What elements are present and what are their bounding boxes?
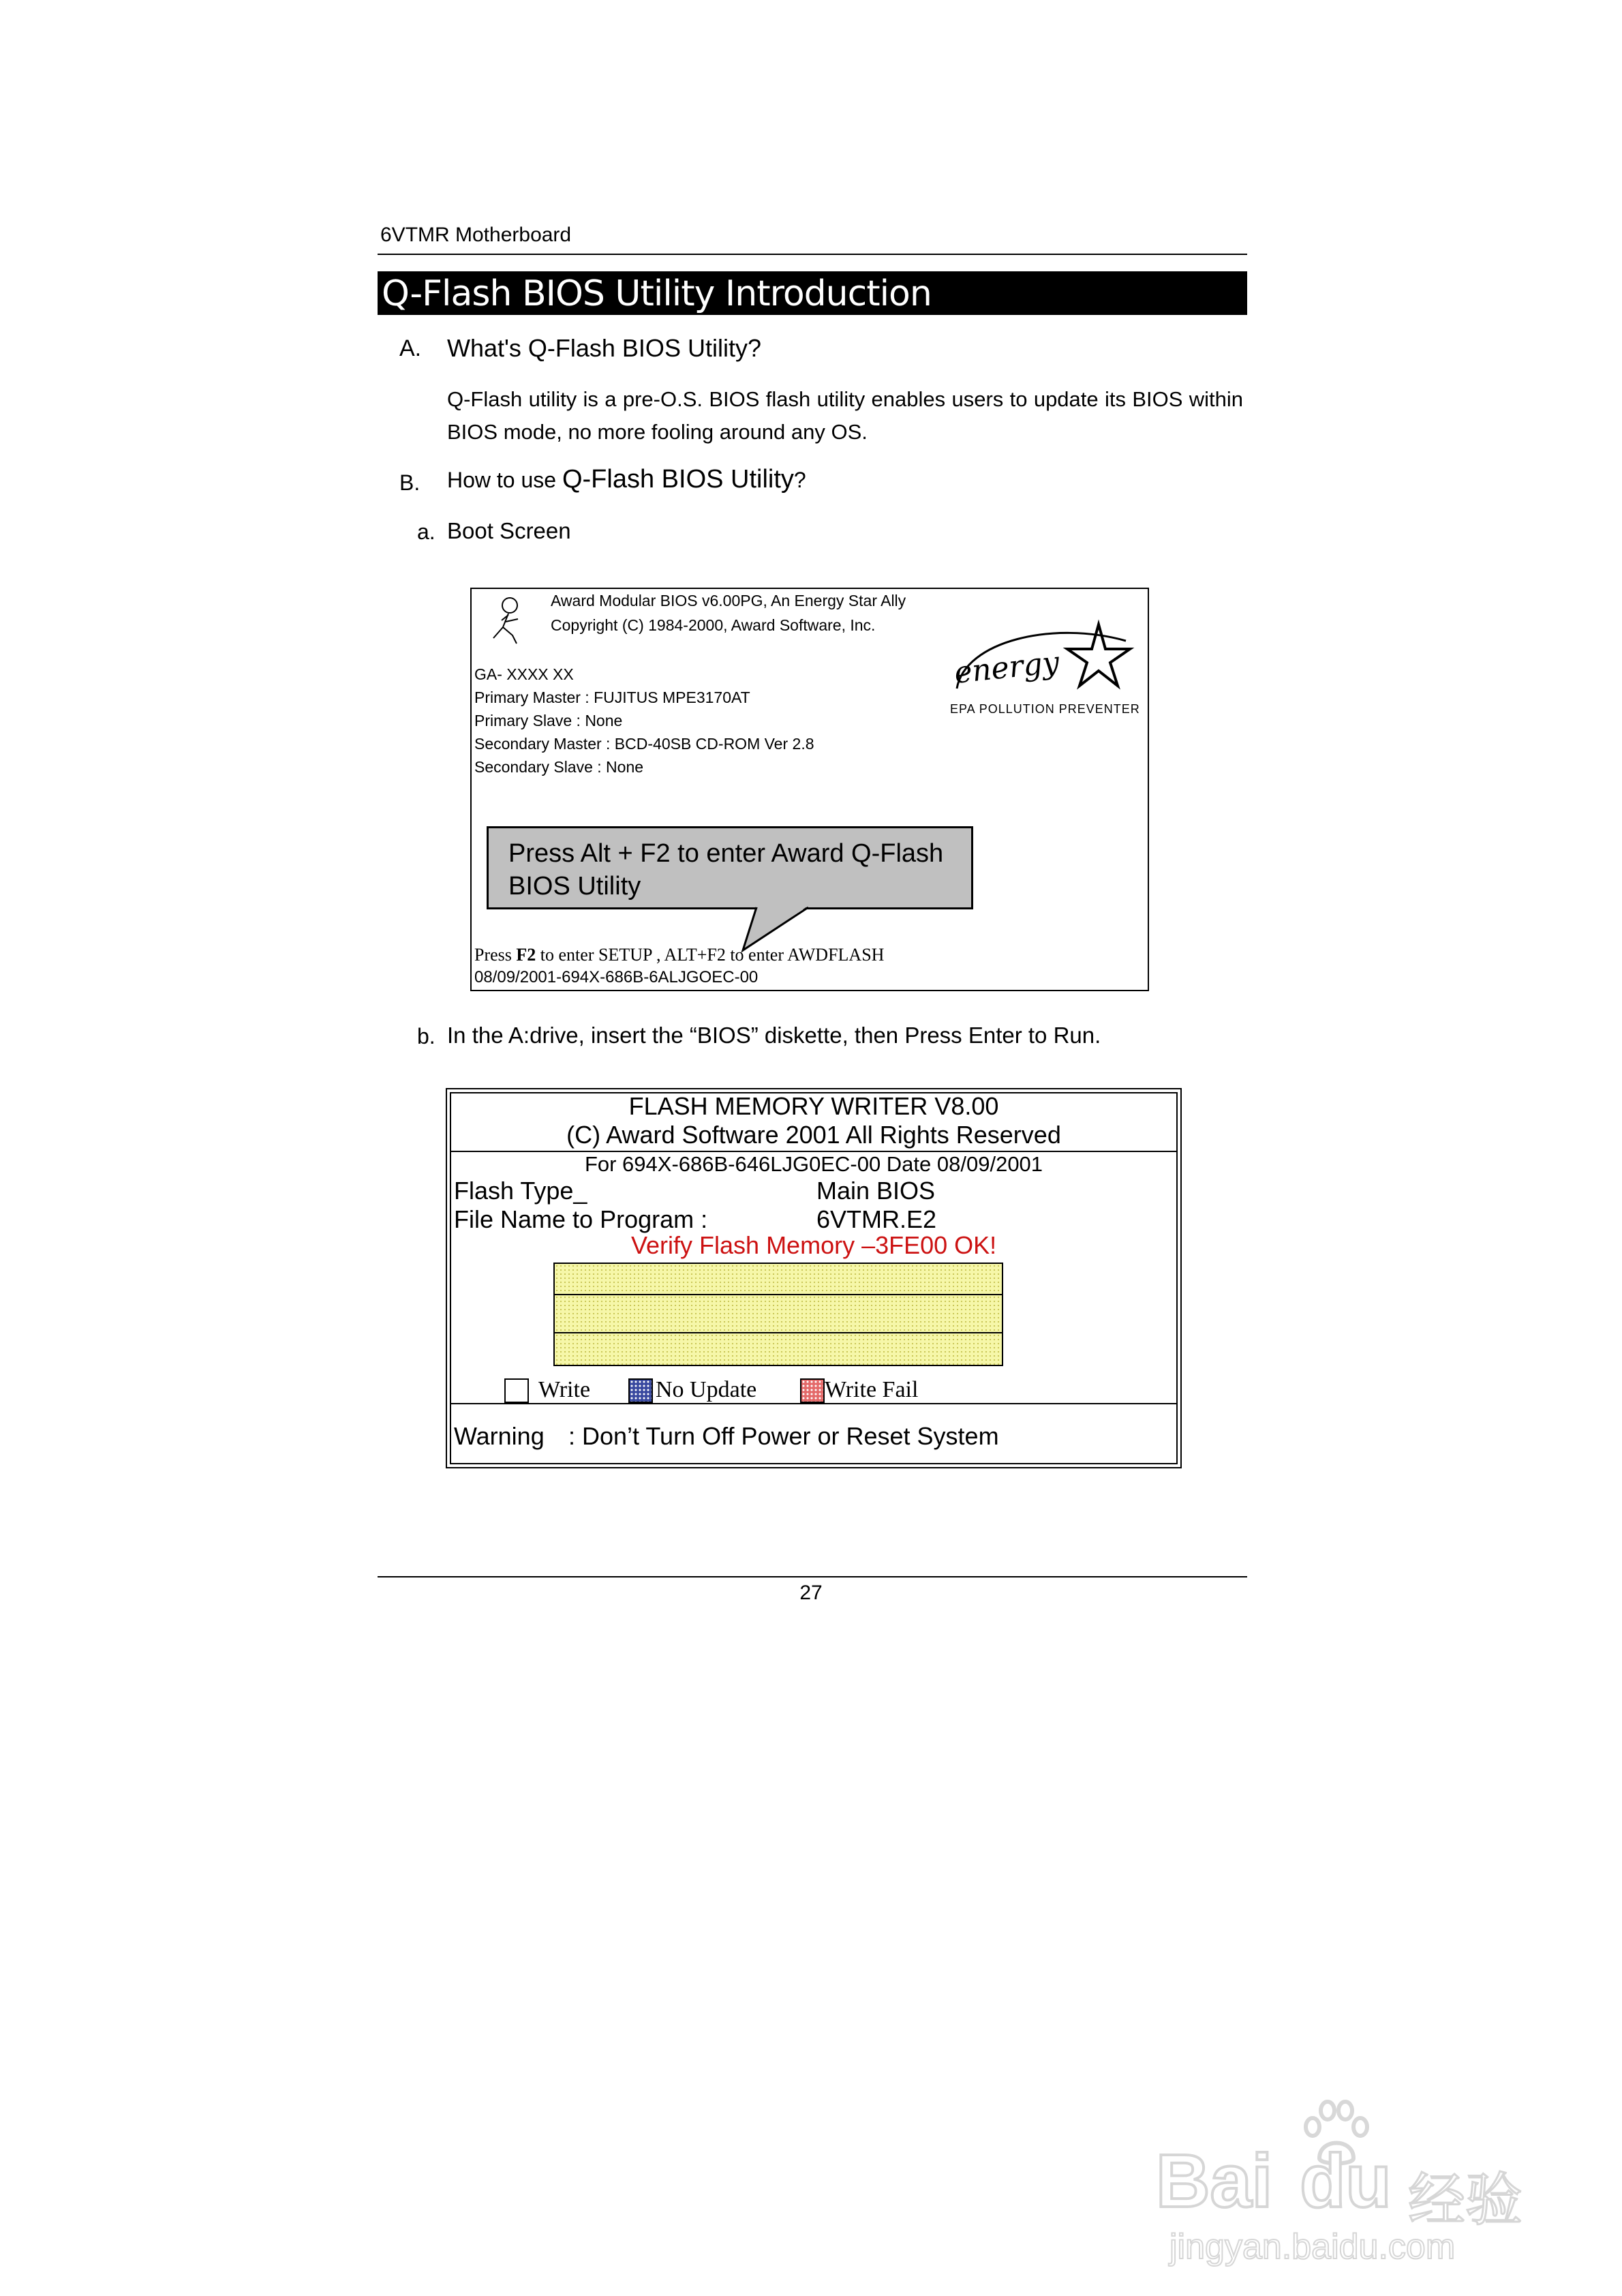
award-logo-icon <box>488 594 526 646</box>
boot-model-line: GA- XXXX XX <box>474 665 574 683</box>
section-a-letter: A. <box>399 335 422 361</box>
footer-rule <box>378 1576 1247 1577</box>
section-a-heading: What's Q-Flash BIOS Utility? <box>447 334 761 362</box>
flash-type-value: Main BIOS <box>816 1177 936 1205</box>
energy-logo-text: energy <box>952 645 1061 691</box>
legend-write-label: Write <box>538 1377 591 1402</box>
watermark-cn: 经验 <box>1408 2166 1523 2233</box>
legend-write-fail-label: Write Fail <box>825 1377 919 1402</box>
legend-write-fail-swatch <box>800 1378 825 1403</box>
watermark-brand: Bai <box>1156 2139 1273 2223</box>
step-b-text: In the A:drive, insert the “BIOS” diskette, then Press Enter to Run. <box>447 1023 1101 1048</box>
flash-writer-copyright: (C) Award Software 2001 All Rights Reserved <box>566 1121 1061 1149</box>
section-a-body: Q-Flash utility is a pre-O.S. BIOS flash utility enables users to update its BIOS within BIOS mode, no more fooling around any OS. <box>447 387 1243 444</box>
verify-status: Verify Flash Memory –3FE00 OK! <box>631 1231 997 1259</box>
boot-copyright-line: Copyright (C) 1984-2000, Award Software, Inc. <box>551 616 876 634</box>
legend-no-update-swatch <box>628 1378 653 1403</box>
file-name-label: File Name to Program : <box>454 1205 708 1233</box>
section-b-letter: B. <box>399 470 420 495</box>
flash-type-label: Flash Type_ <box>454 1177 587 1205</box>
warning-text: : Don’t Turn Off Power or Reset System <box>568 1422 999 1450</box>
flash-writer-divider <box>450 1403 1178 1404</box>
legend-write-swatch <box>504 1378 529 1403</box>
running-header: 6VTMR Motherboard <box>380 224 572 246</box>
section-b-prefix: How to use <box>447 468 562 492</box>
boot-press-key: F2 <box>516 945 536 965</box>
step-b-letter: b. <box>417 1024 435 1048</box>
file-name-value: 6VTMR.E2 <box>816 1205 937 1233</box>
header-rule <box>378 254 1247 255</box>
boot-date-line: 08/09/2001-694X-686B-6ALJGOEC-00 <box>474 968 759 986</box>
watermark-url: jingyan.baidu.com <box>1169 2227 1456 2267</box>
boot-device-line: Secondary Master : BCD-40SB CD-ROM Ver 2.8 <box>474 735 814 753</box>
flash-writer-for-line: For 694X-686B-646LJG0EC-00 Date 08/09/2001 <box>584 1152 1043 1176</box>
baidu-watermark <box>1156 2100 1537 2267</box>
progress-row <box>553 1263 1003 1295</box>
boot-press-line <box>474 945 884 965</box>
boot-device-line: Primary Slave : None <box>474 712 623 729</box>
progress-row <box>553 1332 1003 1366</box>
legend-no-update-label: No Update <box>656 1377 757 1402</box>
boot-bios-line: Award Modular BIOS v6.00PG, An Energy Star Ally <box>551 592 906 609</box>
section-b-heading <box>447 465 806 494</box>
warning-label: Warning <box>454 1422 545 1450</box>
callout-text: Press Alt + F2 to enter Award Q-Flash BIOS Utility <box>508 839 944 901</box>
energy-caption: EPA POLLUTION PREVENTER <box>950 702 1140 716</box>
boot-device-line: Primary Master : FUJITUS MPE3170AT <box>474 689 750 706</box>
step-a-text: Boot Screen <box>447 518 571 543</box>
watermark-brand2: du <box>1300 2139 1392 2223</box>
section-b-suffix: ? <box>793 468 806 492</box>
page-number: 27 <box>799 1582 823 1604</box>
section-title: Q-Flash BIOS Utility Introduction <box>382 273 932 314</box>
boot-press-prefix: Press <box>474 945 517 965</box>
boot-press-suffix: to enter SETUP , ALT+F2 to enter AWDFLASH <box>536 945 885 965</box>
boot-device-line: Secondary Slave : None <box>474 758 644 776</box>
section-b-main: Q-Flash BIOS Utility <box>562 465 794 494</box>
flash-writer-title: FLASH MEMORY WRITER V8.00 <box>628 1092 999 1120</box>
step-a-letter: a. <box>417 519 435 544</box>
progress-row <box>553 1294 1003 1333</box>
